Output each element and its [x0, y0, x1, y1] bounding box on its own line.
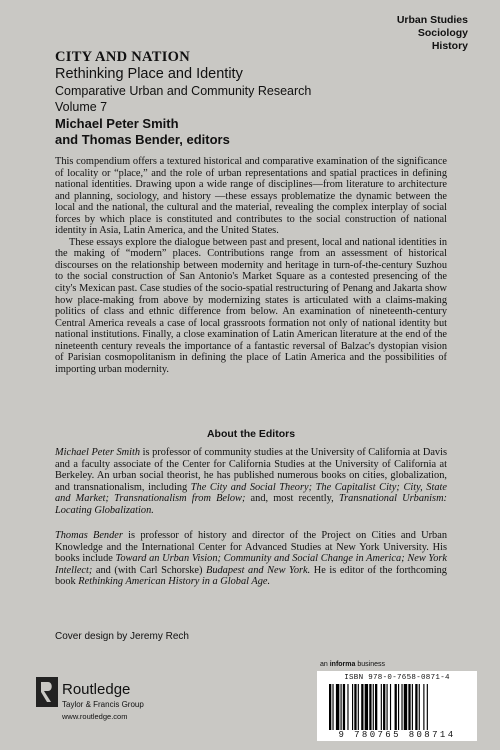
bio-text: is professor of community studies at the University of California at Davis and a faculty associate of the Center for California Studies at the University of California at Berkeley. An urban social theorist, he has published numerous books on cities, globalization, and transnationalism, including: [55, 447, 447, 493]
bio-text: and, most recently,: [245, 493, 339, 505]
series-name: Comparative Urban and Community Research: [55, 84, 312, 98]
publisher-url[interactable]: www.routledge.com: [62, 712, 128, 721]
bio-books: Toward an Urban Vision; Community and Social Change in America; New York Intellect;: [55, 553, 447, 576]
subject-urban-studies: Urban Studies: [396, 14, 468, 26]
informa-business-label: [320, 661, 385, 668]
isbn-label: ISBN 978-0-7658-0871-4: [344, 674, 450, 682]
bio-text: is professor of history and director of the Project on Cities and Urban Knowledge and the International Center for Advanced Studies at New York University. His books include: [55, 530, 447, 565]
bio-books: Budapest and New York.: [206, 564, 311, 576]
informa-brand: informa: [329, 661, 356, 668]
bio-books: The City and Social Theory; The Capitalist City; City, State and Market; Transnationalism from Below;: [55, 481, 447, 505]
book-title: CITY AND NATION: [55, 49, 191, 65]
subject-history: History: [431, 40, 468, 52]
publisher-tagline: Taylor & Francis Group: [62, 700, 144, 709]
subject-sociology: Sociology: [417, 27, 468, 39]
editor-bio-bender: [55, 530, 447, 588]
informa-prefix: an: [320, 661, 330, 668]
isbn-barcode: [317, 671, 477, 741]
barcode-digits: 9 780765 808714: [338, 730, 456, 740]
routledge-logo-icon: [36, 677, 58, 707]
book-subtitle: Rethinking Place and Identity: [55, 66, 243, 82]
book-description: [55, 156, 447, 375]
publisher-name: Routledge: [62, 681, 131, 698]
about-editors-heading: About the Editors: [206, 428, 296, 440]
description-paragraph-2: These essays explore the dialogue between past and present, local and national identities in the making of “modern” places. Contributions range from an assessment of historical discourses on the relationship between modernity and heritage in turn-of-the-century Suzhou to the social construction of San Antonio's Market Square as a contested presencing of the city's Mexican past. Case studies of the socio-spatial restructuring of Penang and Jakarta show how place-making from above by modernizing states is articulated with a claims-making politics of class and ethnic difference from below. An examination of nineteenth-century Central America reveals a case of local grassroots formation not only of national identity but national institutions. Finally, a close examination of Latin American literature at the end of the nineteenth century reveals the importance of a fantastic reversal of Balzac's dystopian vision of Parisian cosmopolitanism in defining the place of Latin America and the possibilities of importing urban modernity.: [55, 236, 447, 375]
cover-design-credit: Cover design by Jeremy Rech: [55, 631, 189, 642]
bio-books: Rethinking American History in a Global Age.: [78, 576, 271, 588]
bio-text: and (with Carl Schorske): [92, 564, 207, 576]
subject-categories: [397, 14, 468, 53]
editor-bio-smith: [55, 447, 447, 516]
bio-name: Michael Peter Smith: [55, 447, 141, 458]
bio-books: Transnational Urbanism: Locating Globalization.: [55, 493, 447, 516]
bio-name: Thomas Bender: [55, 530, 123, 541]
informa-suffix: business: [355, 661, 385, 668]
barcode-icon: [327, 684, 467, 730]
book-header: [55, 49, 475, 147]
description-paragraph-1: This compendium offers a textured historical and comparative examination of the significance of locality or “place,” and the role of urban representations and spatial practices in defining national identities. Drawing upon a wide range of disciplines—from literature to architecture and planning, sociology, and history —these essays problematize the dynamic between the local and the national, the cultural and the material, revealing the complex interplay of social forces by which place is constituted and contributes to the social construction of national identity in Asia, Latin America, and the United States.: [55, 156, 447, 237]
editors-line-1: Michael Peter Smith: [55, 116, 179, 131]
bio-text: He is editor of the forthcoming book: [55, 564, 447, 588]
volume-number: Volume 7: [55, 100, 108, 114]
editors-line-2: and Thomas Bender, editors: [55, 131, 230, 147]
